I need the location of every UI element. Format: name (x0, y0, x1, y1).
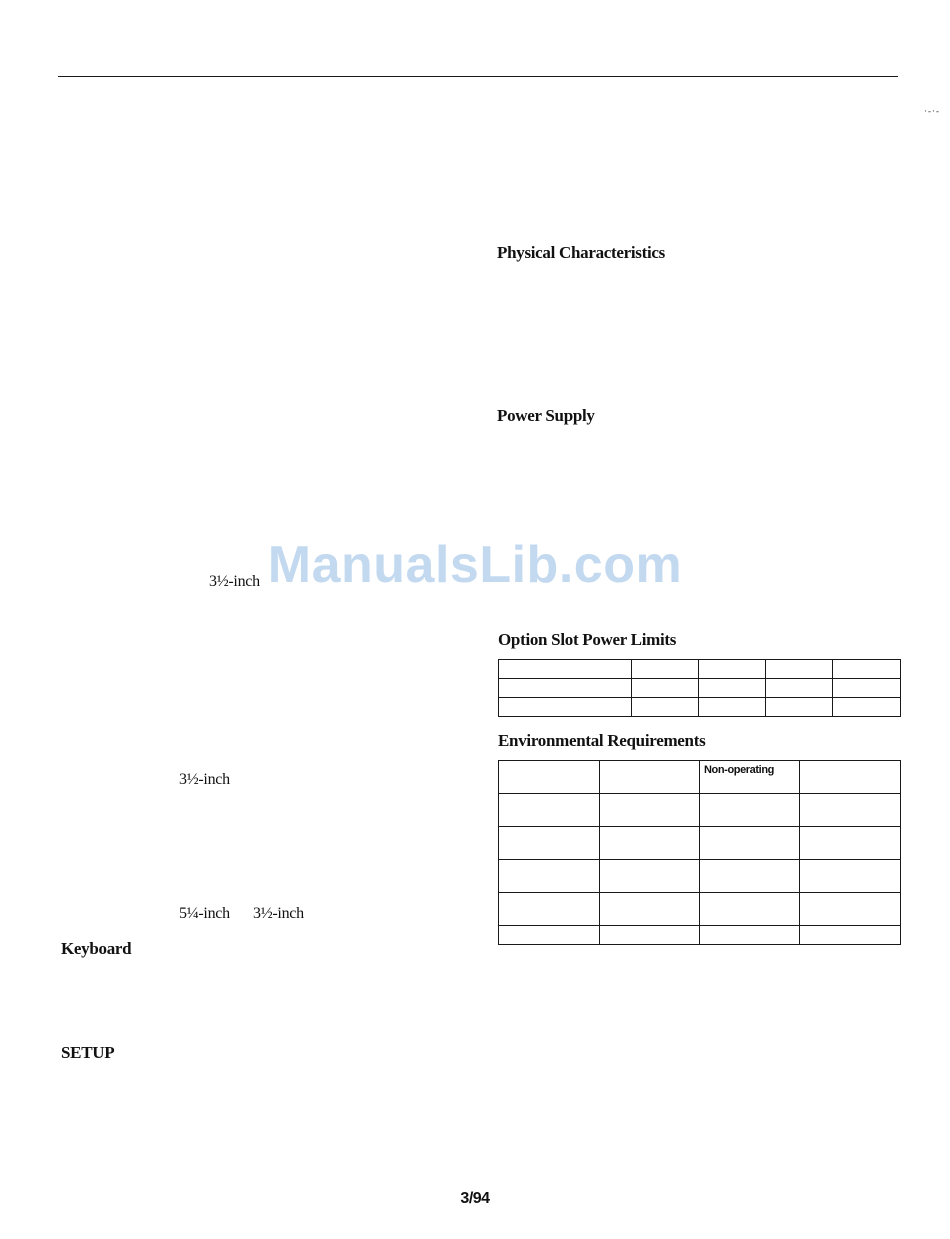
table-cell (699, 660, 766, 679)
table-cell (632, 660, 699, 679)
heading-setup: SETUP (61, 1043, 115, 1062)
environmental-requirements-table (498, 760, 901, 945)
table-cell (499, 860, 600, 893)
top-rule (58, 76, 898, 77)
table-cell (499, 679, 632, 698)
table-cell (699, 698, 766, 717)
table-row (499, 926, 901, 945)
table-cell (632, 679, 699, 698)
table-row (499, 827, 901, 860)
text-fragment-3-5-inch: 3½-inch (179, 771, 230, 788)
table-cell (700, 827, 800, 860)
table-cell (699, 679, 766, 698)
table-cell (600, 926, 700, 945)
table-row (499, 860, 901, 893)
heading-physical-characteristics: Physical Characteristics (497, 243, 665, 262)
table-cell (800, 761, 901, 794)
table-cell (833, 679, 901, 698)
table-cell (499, 698, 632, 717)
table-cell (700, 794, 800, 827)
text-fragment-5-25-inch: 5¼-inch (179, 905, 230, 922)
table-cell (600, 893, 700, 926)
table-cell (800, 794, 901, 827)
table-cell (800, 926, 901, 945)
table-cell (700, 893, 800, 926)
heading-power-supply: Power Supply (497, 406, 595, 425)
watermark: ManualsLib.com (267, 536, 683, 594)
table-row (499, 679, 901, 698)
table-header-row (499, 761, 901, 794)
corner-mark: ·-·- (924, 106, 940, 116)
table-cell (499, 660, 632, 679)
table-cell (499, 893, 600, 926)
table-cell (600, 827, 700, 860)
table-cell (499, 761, 600, 794)
table-cell (700, 926, 800, 945)
text-fragment-3-5-inch: 3½-inch (253, 905, 304, 922)
table-cell (766, 698, 833, 717)
heading-option-slot-power-limits: Option Slot Power Limits (498, 630, 677, 649)
table-cell (499, 926, 600, 945)
table-cell (600, 794, 700, 827)
table-row (499, 660, 901, 679)
table-row (499, 698, 901, 717)
table-cell (800, 893, 901, 926)
table-cell (800, 827, 901, 860)
table-cell (833, 698, 901, 717)
option-slot-power-table (498, 659, 901, 717)
table-cell (632, 698, 699, 717)
table-cell (700, 860, 800, 893)
column-header-non-operating: Non-operating (704, 764, 774, 776)
heading-keyboard: Keyboard (61, 939, 132, 958)
table-row (499, 893, 901, 926)
table-cell (499, 794, 600, 827)
table-cell (766, 679, 833, 698)
table-cell-non-operating (700, 761, 800, 794)
table-cell (600, 860, 700, 893)
table-cell (499, 827, 600, 860)
table-row (499, 794, 901, 827)
text-fragment-3-5-inch: 3½-inch (209, 573, 260, 590)
table-cell (833, 660, 901, 679)
page-number: 3/94 (460, 1190, 490, 1207)
table-cell (800, 860, 901, 893)
table-cell (766, 660, 833, 679)
heading-environmental-requirements: Environmental Requirements (498, 731, 706, 750)
table-cell (600, 761, 700, 794)
